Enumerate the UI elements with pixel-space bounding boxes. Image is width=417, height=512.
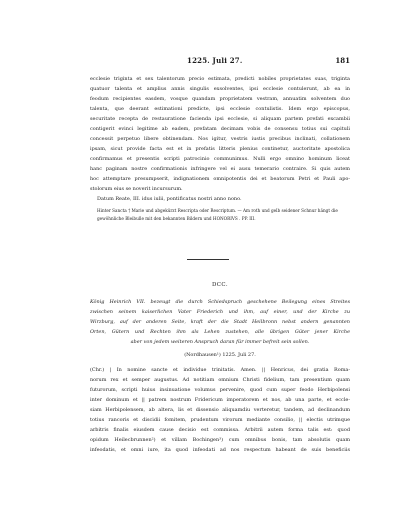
summary-line: aber von jedem weiteren Anspruch daran für immer befreit sein sollen.: [130, 339, 310, 345]
datum-line: Datum Reate, III. idus iulii, pontificatus nostri anno nono.: [97, 196, 242, 202]
page-number: 181: [335, 56, 350, 65]
charter-line: futurorum, scripti huius insinuatione volumus pervenire, quod cum super feodo Herbipolensi: [90, 387, 350, 393]
summary-line: König Heinrich VII. bezeugt die durch Schiedspruch geschehene Beilegung eines Streites: [90, 299, 350, 305]
charter-line: (Chr.) | In nomine sancte et individue trinitatis. Amen. || Henricus, dei gratia Roma-: [90, 367, 350, 373]
header-date: 1225. Juli 27.: [187, 56, 243, 65]
summary-line: Orten, Gütern und Rechten ihm als Lehen zustehen, alle übrigen Güter jener Kirche: [90, 329, 350, 335]
body-line: concessit perpetuo libere obtinendam. Nos igitur, vestris iustis precibus inclinati, collationem: [90, 136, 350, 142]
summary-line: Wirzburg, auf der anderen Seite, kraft der die Stadt Heilbronn nebst andern genannten: [90, 319, 350, 325]
running-header: [90, 56, 350, 68]
section-divider: [187, 259, 229, 260]
charter-line: totius rancoris et discidii fomitem, prudentum virorum mediante consilio, || electis utrimque: [90, 417, 350, 423]
body-line: quatuor talenta et amplius annis singulis exsolventes, ipsi ecclesie contulerunt, ab ea in: [90, 86, 350, 92]
dateline: (Nordhausen¹) 1225. Juli 27.: [184, 352, 256, 358]
charter-line: norum rex et semper augustus. Ad notitiam omnium Christi fidelium, tam presentium quam: [90, 377, 350, 383]
footnote: Hinter Sancta † Marie und abgekürzt Rescripta oder Rescriptum. — Am roth und gelb seidener Schnur hängt die gewöhnliche Bleibulle mit den bekannten Bildern und HONORIVS . PP. III.: [97, 208, 338, 221]
body-line: hoc attemptare presumpserit, indignationem omnipotentis dei et beatorum Petri et Pauli apo-: [90, 176, 350, 182]
document-number: DCC.: [212, 282, 228, 288]
body-line: hanc paginam nostre confirmationis infringere vel ei ausu temerario contraire. Si quis autem: [90, 166, 350, 172]
body-line: ecclesie triginta et sex talentorum precio estimata, predicti nobiles proprietates suas, triginta: [90, 76, 350, 82]
charter-line: opidum Heilecbrunnen²) et villam Bochingen³) cum omnibus bonis, tam absolutis quam: [90, 437, 350, 443]
body-line: stolorum eius se noverit incursurum.: [90, 186, 183, 192]
charter-line: arbitris finalis eiusdem cause decisio est commissa. Arbitrii autem forma talis est: quod: [90, 427, 350, 433]
summary-line: zwischen seinem kaiserlichen Vater Friederich und ihm, auf einer, und der Kirche zu: [90, 309, 350, 315]
body-line: contigerit evinci legitime ab eadem, prefatam decimam vobis de consensu totius sui capituli: [90, 126, 350, 132]
charter-line: infeodatis, et omni iure, ita quod infeodati ad nos respectum habeant de suis beneficiis: [90, 447, 350, 453]
body-line: confirmamus et presentis scripti patrocinio communimus. Nulli ergo omnino hominum liceat: [90, 156, 350, 162]
body-line: ipsam, sicut provide facta est et in prefatis litteris plenius continetur, auctoritate apostolica: [90, 146, 350, 152]
body-line: talenta, que deerant estimationi predicte, ipsi ecclesie contulistis. Idem ergo episcopus,: [90, 106, 350, 112]
charter-line: siam Herbipolensem, ab altera, lis et dissensio aliquamdiu verteretur, tandem, ad declinandum: [90, 407, 350, 413]
charter-line: inter dominum et || patrem nostrum Fridericum imperatorem et nos, ab una parte, et eccle-: [90, 397, 350, 403]
body-line: securitate recepta de restauratione facienda ipsi ecclesie, si aliquam partem prefati excambii: [90, 116, 350, 122]
body-line: feodum recipientes easdem, vosque quandam proprietatem vestram, annuatim solventem duo: [90, 96, 350, 102]
